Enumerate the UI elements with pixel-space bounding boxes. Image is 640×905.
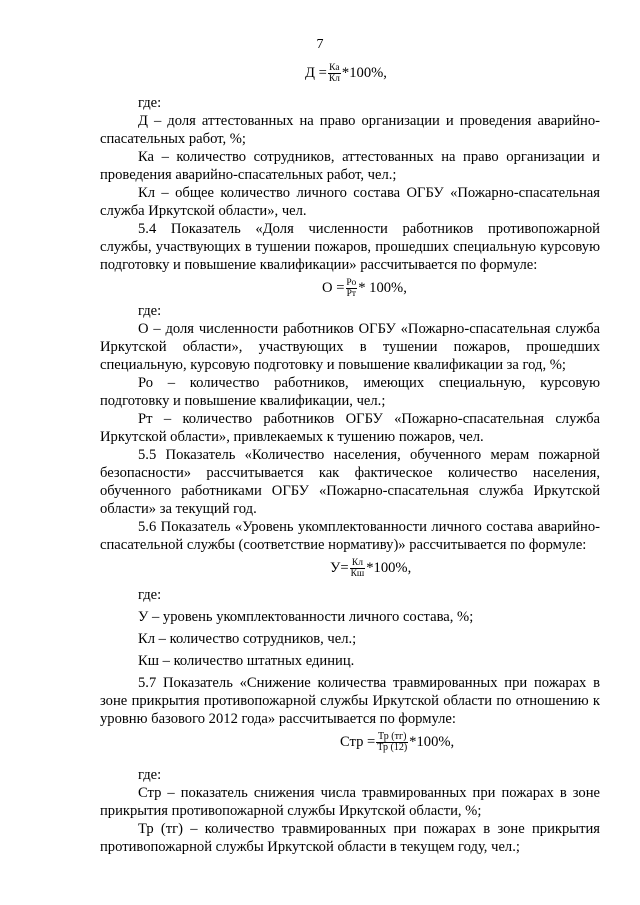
- formula-o-fraction: [345, 278, 357, 299]
- formula-d-numerator: Ка: [329, 62, 340, 73]
- formula-u-lhs: У=: [330, 560, 349, 576]
- definition-ro: Ро – количество работников, имеющих специальную, курсовую подготовку и повышение квалификации, чел.;: [100, 375, 600, 409]
- formula-u-denominator: Кш: [350, 568, 365, 579]
- formula-str-fraction: [376, 732, 408, 753]
- formula-u-fraction: [350, 558, 366, 579]
- formula-str-rhs: *100%,: [409, 734, 455, 750]
- formula-o-lhs: О =: [322, 280, 345, 296]
- section-5-7: 5.7 Показатель «Снижение количества травмированных при пожарах в зоне прикрытия противопожарной службы Иркутской области по отношению к уровню базового 2012 года» рассчитывается по формуле:: [100, 675, 600, 727]
- formula-u: [100, 554, 600, 582]
- definition-str: Стр – показатель снижения числа травмированных при пожарах в зоне прикрытия противопожарной службы Иркутской области, %;: [100, 785, 600, 819]
- where-label: где:: [138, 587, 162, 603]
- formula-d-denominator: Кл: [328, 73, 340, 84]
- definition-tr-tg: Тр (тг) – количество травмированных при пожарах в зоне прикрытия противопожарной службы Иркутской области в текущем году, чел.;: [100, 821, 600, 855]
- definition-rt: Рт – количество работников ОГБУ «Пожарно-спасательная служба Иркутской области», привлекаемых к тушению пожаров, чел.: [100, 411, 600, 445]
- formula-o: [100, 274, 600, 302]
- formula-str-lhs: Стр =: [340, 734, 376, 750]
- formula-str: [100, 728, 600, 756]
- section-5-4: 5.4 Показатель «Доля численности работников противопожарной службы, участвующих в тушении пожаров, прошедших специальную курсовую подготовку и повышение квалификации» рассчитывается по формуле:: [100, 221, 600, 273]
- definition-kl: Кл – общее количество личного состава ОГБУ «Пожарно-спасательная служба Иркутской области», чел.: [100, 185, 600, 219]
- definition-d: Д – доля аттестованных на право организации и проведения аварийно-спасательных работ, %;: [100, 113, 600, 147]
- formula-d: [100, 58, 600, 88]
- section-5-5: 5.5 Показатель «Количество населения, обученного мерам пожарной безопасности» рассчитывается как фактическое количество населения, обученного работниками ОГБУ «Пожарно-спасательная служба Иркутской области» за текущий год.: [100, 447, 600, 517]
- formula-d-fraction: [328, 63, 341, 84]
- formula-o-denominator: Рт: [346, 288, 357, 299]
- formula-d-lhs: Д =: [305, 65, 327, 81]
- formula-u-numerator: Кл: [351, 557, 363, 568]
- formula-u-rhs: *100%,: [366, 560, 412, 576]
- page-number: 7: [316, 37, 324, 52]
- formula-o-rhs: * 100%,: [358, 280, 407, 296]
- formula-str-denominator: Тр (12): [377, 741, 408, 753]
- section-5-6: 5.6 Показатель «Уровень укомплектованности личного состава аварийно-спасательной службы (соответствие нормативу)» рассчитывается по формуле:: [100, 519, 600, 553]
- document-body: [100, 58, 600, 856]
- definition-u: У – уровень укомплектованности личного состава, %;: [138, 609, 474, 625]
- definition-ka: Ка – количество сотрудников, аттестованных на право организации и проведения аварийно-спасательных работ, чел.;: [100, 149, 600, 183]
- where-label: где:: [138, 767, 162, 783]
- definition-kl-2: Кл – количество сотрудников, чел.;: [138, 631, 357, 647]
- where-label: где:: [138, 303, 162, 319]
- formula-o-numerator: Ро: [346, 277, 357, 288]
- definition-o: О – доля численности работников ОГБУ «Пожарно-спасательная служба Иркутской области», участвующих в тушении пожаров, прошедших специальную, курсовую подготовку и повышение квалификации за год, %;: [100, 321, 600, 373]
- formula-d-rhs: *100%,: [341, 65, 387, 81]
- where-label: где:: [138, 95, 162, 111]
- definition-ksh: Кш – количество штатных единиц.: [138, 653, 355, 669]
- formula-str-numerator: Тр (тг): [378, 730, 407, 742]
